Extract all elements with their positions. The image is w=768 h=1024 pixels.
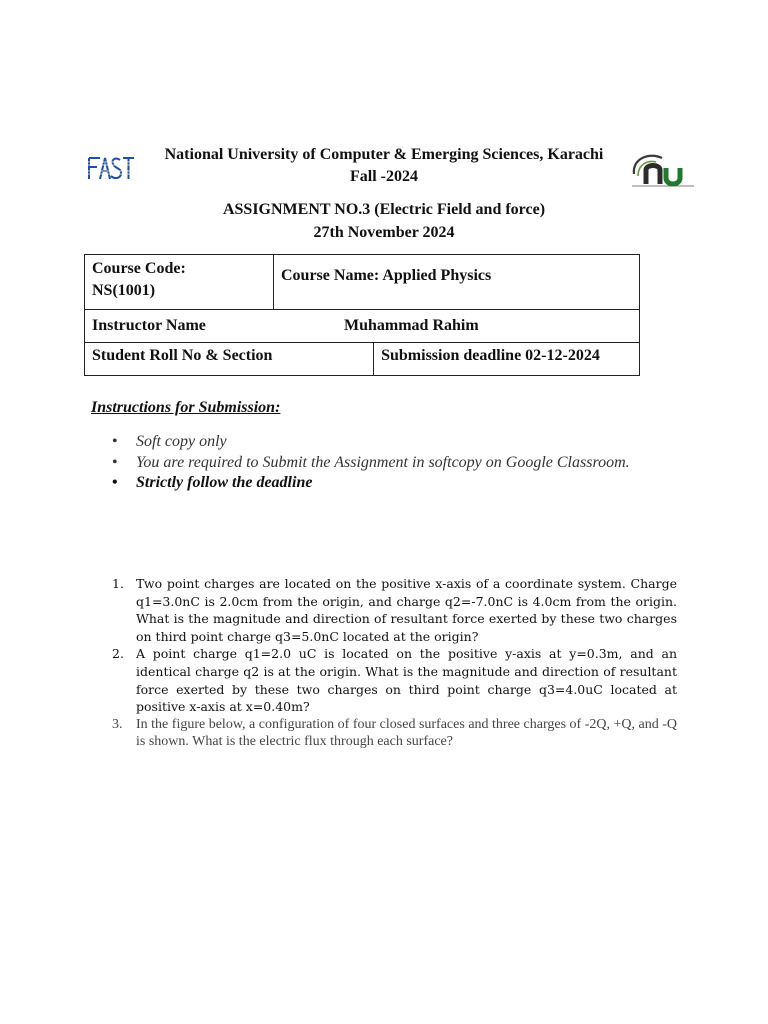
course-code-label: Course Code: [92, 260, 186, 277]
list-item [112, 453, 632, 474]
deadline-cell [374, 343, 640, 376]
assignment-date: 27th November 2024 [313, 224, 455, 241]
course-code-value: NS(1001) [92, 282, 156, 299]
question-text: Two point charges are located on the positive x-axis of a coordinate system. Charge q1=3.0nC is 2.0cm from the origin, and charge q2=-7.0nC is 4.0cm from the origin. What is the magnitude and direction of resultant force exerted by these two charges on third point charge q3=5.0nC located at the origin? [136, 576, 677, 644]
submission-deadline: Submission deadline 02-12-2024 [381, 347, 600, 364]
bullet-icon: • [112, 453, 118, 471]
bullet-icon: • [112, 433, 118, 450]
questions-list [112, 575, 677, 751]
question-number: 1. [112, 576, 124, 591]
instruction-text: Strictly follow the deadline [136, 474, 313, 491]
question-item [112, 575, 677, 645]
course-info-table [84, 254, 640, 376]
question-number: 2. [112, 646, 124, 662]
course-name: Course Name: Applied Physics [281, 267, 492, 284]
question-text: In the figure below, a configuration of four closed surfaces and three charges of -2Q, +Q, and -Q is shown. What is the electric flux through each surface? [136, 716, 677, 750]
list-item [112, 473, 632, 494]
university-name: National University of Computer & Emerging Sciences, Karachi [164, 146, 604, 163]
question-number: 3. [112, 716, 123, 732]
question-item [112, 645, 677, 715]
instruction-text: Soft copy only [136, 433, 227, 450]
instruction-text: You are required to Submit the Assignment in softcopy on Google Classroom. [136, 453, 630, 471]
assignment-title: ASSIGNMENT NO.3 (Electric Field and force) [222, 201, 546, 218]
instructions-title: Instructions for Submission: [91, 399, 281, 416]
question-item [112, 716, 677, 751]
instructions-list [112, 432, 632, 494]
course-name-cell [274, 255, 640, 310]
bullet-icon: • [112, 474, 118, 491]
instructor-name: Muhammad Rahim [344, 317, 479, 334]
instructor-label: Instructor Name [92, 317, 206, 334]
term: Fall -2024 [350, 168, 418, 185]
question-text: A point charge q1=2.0 uC is located on the positive y-axis at y=0.3m, and an identical charge q2 is at the origin. What is the magnitude and direction of resultant force exerted by these two charges on third point charge q3=4.0uC located at positive x-axis at x=0.40m? [136, 646, 677, 715]
roll-section-cell [85, 343, 374, 376]
list-item [112, 432, 632, 453]
instructor-row [85, 310, 640, 343]
roll-section-label: Student Roll No & Section [92, 347, 273, 364]
course-code-cell [85, 255, 274, 310]
